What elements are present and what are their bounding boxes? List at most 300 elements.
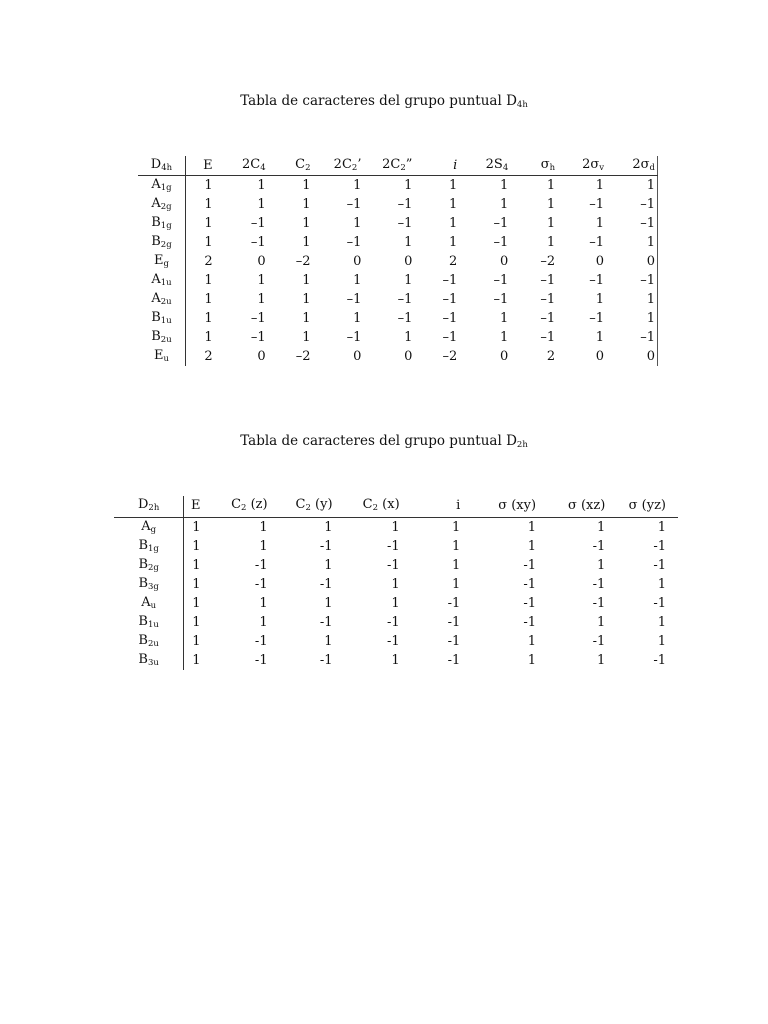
irrep-symbol: B <box>138 633 148 648</box>
character-value: 1 <box>614 176 657 196</box>
character-value: 1 <box>527 520 537 535</box>
operation-symbol: 2C <box>241 157 261 172</box>
character-value: 1 <box>259 520 268 535</box>
character-value: 1 <box>302 292 311 307</box>
character-value: –1 <box>540 311 556 326</box>
character-value: 1 <box>614 309 657 328</box>
operation-header <box>184 496 213 518</box>
character-value: –1 <box>346 197 362 212</box>
operation-symbol: σ (xz) <box>567 498 606 513</box>
operation-header <box>548 496 617 518</box>
d4h-character-table <box>138 156 658 366</box>
character-value: 1 <box>404 330 413 345</box>
irrep-subscript: 1g <box>160 183 172 193</box>
operation-header <box>472 496 548 518</box>
d2h-character-table <box>114 496 678 670</box>
character-value: -1 <box>523 558 537 573</box>
irrep-subscript: 3g <box>148 582 159 592</box>
irrep-label <box>138 290 185 309</box>
irrep-label <box>114 651 184 670</box>
irrep-label <box>138 347 185 366</box>
character-value: -1 <box>447 615 461 630</box>
header-row <box>138 156 658 176</box>
character-value: 1 <box>449 178 458 193</box>
operation-header <box>212 496 279 518</box>
character-value: 1 <box>597 653 606 668</box>
character-value: –1 <box>589 311 605 326</box>
character-value: 1 <box>597 520 606 535</box>
character-value: 2 <box>204 254 213 269</box>
character-value: 1 <box>404 178 413 193</box>
irrep-subscript: 1u <box>160 316 172 326</box>
character-value: 1 <box>302 178 311 193</box>
character-value: 1 <box>449 197 458 212</box>
character-value: 1 <box>324 558 333 573</box>
table2-title-group: D <box>506 433 517 449</box>
table-row <box>138 347 658 366</box>
character-value: 1 <box>192 634 201 649</box>
irrep-subscript: 1g <box>160 221 172 231</box>
operation-symbol: i <box>456 498 461 513</box>
irrep-label <box>114 575 184 594</box>
operation-suffix: ” <box>405 157 413 172</box>
operation-header <box>565 156 614 176</box>
character-value: 0 <box>353 349 362 364</box>
character-value: –1 <box>540 330 556 345</box>
irrep-symbol: A <box>151 196 161 211</box>
character-value: 1 <box>546 178 556 193</box>
character-value: -1 <box>592 634 606 649</box>
table-row <box>138 252 658 271</box>
operation-subscript: 4 <box>502 163 509 173</box>
operation-header <box>320 156 371 176</box>
operation-symbol: D <box>150 157 162 172</box>
character-value: 0 <box>257 254 266 269</box>
irrep-label <box>114 632 184 651</box>
table-row <box>138 271 658 290</box>
character-value: 1 <box>204 216 213 231</box>
irrep-label <box>138 195 185 214</box>
character-value: 1 <box>204 311 213 326</box>
character-value: –1 <box>442 292 458 307</box>
character-value: 1 <box>324 634 333 649</box>
operation-symbol: σ (yz) <box>628 498 666 513</box>
character-value: –2 <box>295 349 311 364</box>
character-value: 1 <box>204 235 213 250</box>
character-value: –1 <box>589 235 605 250</box>
character-value: –1 <box>250 235 266 250</box>
character-value: 1 <box>302 273 311 288</box>
character-value: -1 <box>319 577 333 592</box>
character-value: –1 <box>346 330 362 345</box>
character-value: -1 <box>447 653 461 668</box>
operation-header <box>276 156 321 176</box>
character-value: –1 <box>442 330 458 345</box>
character-value: -1 <box>254 653 268 668</box>
irrep-symbol: B <box>151 215 161 230</box>
operation-symbol: σ (xy) <box>498 498 537 513</box>
character-value: 1 <box>546 235 556 250</box>
character-value: 1 <box>353 178 362 193</box>
irrep-subscript: 2g <box>160 240 172 250</box>
irrep-subscript: 2u <box>160 297 172 307</box>
irrep-symbol: A <box>151 272 161 287</box>
operation-suffix: ’ <box>357 157 362 172</box>
table-row <box>138 328 658 347</box>
character-value: –1 <box>614 195 657 214</box>
operation-subscript: 2 <box>305 163 311 173</box>
character-value: -1 <box>254 634 268 649</box>
character-value: -1 <box>523 577 537 592</box>
character-value: 1 <box>302 311 311 326</box>
irrep-symbol: B <box>138 538 148 553</box>
character-value: 0 <box>404 254 413 269</box>
table-row <box>138 309 658 328</box>
character-value: 0 <box>499 349 509 364</box>
irrep-subscript: 2g <box>148 563 159 573</box>
table2-title-text: Tabla de caracteres del grupo puntual <box>240 433 507 449</box>
character-value: 1 <box>597 558 606 573</box>
character-value: –1 <box>614 214 657 233</box>
operation-subscript: 2 <box>400 163 406 173</box>
irrep-label <box>138 271 185 290</box>
character-value: 1 <box>404 273 413 288</box>
character-value: 1 <box>657 634 666 649</box>
table-row <box>114 613 678 632</box>
character-value: –1 <box>540 273 556 288</box>
character-value: -1 <box>319 539 333 554</box>
operation-subscript: h <box>549 163 556 173</box>
character-value: 0 <box>353 254 362 269</box>
irrep-label <box>114 556 184 575</box>
character-value: 1 <box>527 653 537 668</box>
character-value: 1 <box>302 216 311 231</box>
irrep-symbol: A <box>151 177 161 192</box>
character-value: -1 <box>319 653 333 668</box>
character-value: 0 <box>499 254 509 269</box>
character-value: 1 <box>614 290 657 309</box>
operation-symbol: i <box>453 158 458 173</box>
operation-symbol: C <box>295 157 306 172</box>
character-value: 1 <box>451 577 461 592</box>
character-value: 1 <box>259 596 268 611</box>
character-value: 0 <box>595 349 605 364</box>
character-value: 1 <box>353 216 362 231</box>
character-value: 1 <box>192 577 201 592</box>
irrep-symbol: B <box>151 329 161 344</box>
character-value: 1 <box>404 235 413 250</box>
irrep-symbol: A <box>151 291 161 306</box>
character-value: 1 <box>499 197 509 212</box>
character-value: -1 <box>319 615 333 630</box>
group-label-cell <box>114 496 184 518</box>
character-value: 2 <box>449 254 458 269</box>
character-value: –1 <box>614 271 657 290</box>
irrep-subscript: 1u <box>147 620 159 630</box>
character-value: -1 <box>523 615 537 630</box>
operation-symbol: 2S <box>485 157 503 172</box>
operation-symbol: 2σ <box>632 157 650 172</box>
irrep-subscript: 2u <box>160 335 172 345</box>
character-value: –1 <box>493 292 509 307</box>
character-value: 1 <box>204 273 213 288</box>
irrep-label <box>138 233 185 252</box>
irrep-subscript: u <box>150 601 157 611</box>
irrep-label <box>114 613 184 632</box>
irrep-label <box>138 176 185 196</box>
character-value: -1 <box>592 539 606 554</box>
irrep-symbol: B <box>138 614 148 629</box>
character-value: 1 <box>499 311 509 326</box>
character-value: –1 <box>493 216 509 231</box>
table-row <box>114 537 678 556</box>
character-value: –1 <box>346 235 362 250</box>
table-row <box>138 214 658 233</box>
table-row <box>114 575 678 594</box>
irrep-subscript: u <box>163 354 169 364</box>
character-value: 1 <box>204 178 213 193</box>
character-value: 2 <box>546 349 556 364</box>
character-value: –1 <box>589 273 605 288</box>
character-value: –1 <box>540 292 556 307</box>
character-value: 0 <box>614 252 657 271</box>
operation-symbol: C <box>295 497 306 512</box>
character-value: –1 <box>250 216 266 231</box>
character-value: 1 <box>257 292 266 307</box>
character-value: –1 <box>589 197 605 212</box>
irrep-label <box>114 537 184 556</box>
operation-header <box>412 496 473 518</box>
character-value: 1 <box>192 558 201 573</box>
character-value: -1 <box>653 539 666 554</box>
irrep-symbol: E <box>153 253 164 268</box>
irrep-label <box>138 214 185 233</box>
operation-subscript: 2 <box>351 163 358 173</box>
character-value: –1 <box>346 292 362 307</box>
operation-header <box>617 496 678 518</box>
irrep-subscript: 1g <box>148 544 159 554</box>
irrep-label <box>114 594 184 613</box>
table-row <box>114 518 678 538</box>
character-value: –1 <box>397 197 413 212</box>
character-value: 1 <box>451 520 461 535</box>
character-value: 1 <box>595 292 605 307</box>
irrep-symbol: B <box>151 310 161 325</box>
operation-subscript: 2 <box>372 503 379 513</box>
character-value: -1 <box>653 596 666 611</box>
operation-subscript: 2h <box>148 503 160 513</box>
operation-header <box>467 156 518 176</box>
character-value: -1 <box>447 634 461 649</box>
character-value: -1 <box>386 615 400 630</box>
character-value: 1 <box>259 615 268 630</box>
irrep-symbol: A <box>141 595 151 610</box>
character-value: 1 <box>353 311 362 326</box>
irrep-symbol: B <box>138 652 148 667</box>
character-value: 1 <box>302 235 311 250</box>
irrep-symbol: A <box>141 519 151 534</box>
character-value: –2 <box>295 254 311 269</box>
character-value: -1 <box>592 577 606 592</box>
irrep-subscript: 2u <box>147 639 159 649</box>
character-value: 1 <box>204 292 213 307</box>
character-value: –1 <box>493 235 509 250</box>
character-value: -1 <box>653 653 666 668</box>
operation-header <box>518 156 565 176</box>
character-value: 1 <box>302 197 311 212</box>
character-value: 1 <box>324 520 333 535</box>
character-value: –2 <box>540 254 556 269</box>
character-value: 1 <box>527 539 537 554</box>
character-value: 1 <box>257 273 266 288</box>
irrep-label <box>114 518 184 538</box>
character-value: 1 <box>391 596 400 611</box>
character-value: –1 <box>442 311 458 326</box>
operation-header <box>280 496 345 518</box>
operation-subscript: 4 <box>260 163 266 173</box>
operation-symbol: σ <box>540 157 550 172</box>
character-value: –1 <box>397 292 413 307</box>
irrep-symbol: B <box>138 557 148 572</box>
operation-symbol: C <box>231 497 242 512</box>
character-value: 1 <box>192 539 201 554</box>
operation-header <box>223 156 276 176</box>
operation-symbol: 2σ <box>582 157 600 172</box>
character-value: -1 <box>254 558 268 573</box>
table-row <box>138 176 658 196</box>
character-value: 1 <box>657 615 666 630</box>
header-row <box>114 496 678 518</box>
character-value: -1 <box>386 539 400 554</box>
character-value: -1 <box>592 596 606 611</box>
irrep-subscript: 2g <box>160 202 172 212</box>
character-value: 0 <box>257 349 266 364</box>
operation-symbol: 2C <box>333 157 352 172</box>
character-value: 1 <box>257 178 266 193</box>
character-value: 2 <box>204 349 213 364</box>
character-value: 1 <box>657 520 666 535</box>
character-value: 1 <box>391 577 400 592</box>
character-value: 1 <box>449 216 458 231</box>
operation-symbol: D <box>137 497 149 512</box>
character-value: 1 <box>391 653 400 668</box>
irrep-symbol: B <box>138 576 148 591</box>
character-value: -1 <box>254 577 268 592</box>
character-value: 0 <box>404 349 413 364</box>
character-value: 1 <box>595 216 605 231</box>
table-row <box>138 195 658 214</box>
character-value: 1 <box>546 197 556 212</box>
operation-symbol: 2C <box>382 157 401 172</box>
operation-subscript: 4h <box>161 163 173 173</box>
operation-suffix: (z) <box>246 497 268 512</box>
character-value: 1 <box>257 197 266 212</box>
character-value: –1 <box>442 273 458 288</box>
d4h-table-body <box>138 156 658 366</box>
irrep-label <box>138 328 185 347</box>
character-value: 1 <box>391 520 400 535</box>
character-value: 1 <box>204 330 213 345</box>
operation-subscript: v <box>599 163 605 173</box>
character-value: –1 <box>493 273 509 288</box>
character-value: 1 <box>597 615 606 630</box>
table1-title-text: Tabla de caracteres del grupo puntual <box>240 93 507 109</box>
table-row <box>138 290 658 309</box>
character-value: –2 <box>442 349 458 364</box>
irrep-subscript: g <box>163 259 169 269</box>
character-value: 0 <box>595 254 605 269</box>
character-value: 1 <box>192 653 201 668</box>
character-value: 1 <box>527 634 537 649</box>
table1-title-group-sub: 4h <box>516 100 528 110</box>
character-value: -1 <box>386 634 400 649</box>
character-value: 1 <box>324 596 333 611</box>
operation-header <box>185 156 222 176</box>
character-value: -1 <box>447 596 461 611</box>
operation-symbol: C <box>362 497 373 512</box>
character-value: 1 <box>614 233 657 252</box>
character-value: 1 <box>204 197 213 212</box>
irrep-label <box>138 252 185 271</box>
character-value: 1 <box>657 577 666 592</box>
character-value: 1 <box>353 273 362 288</box>
character-value: 1 <box>451 558 461 573</box>
table2-title-group-sub: 2h <box>516 440 528 450</box>
character-value: 1 <box>192 615 201 630</box>
character-value: 1 <box>192 596 201 611</box>
character-value: 0 <box>614 347 657 366</box>
operation-header <box>371 156 422 176</box>
operation-symbol: E <box>190 498 201 513</box>
character-value: 1 <box>595 178 605 193</box>
d2h-table-body <box>114 496 678 670</box>
irrep-symbol: E <box>153 348 164 363</box>
character-value: -1 <box>653 558 666 573</box>
character-value: –1 <box>250 311 266 326</box>
irrep-subscript: 1u <box>160 278 172 288</box>
irrep-subscript: 3u <box>147 658 159 668</box>
table-row <box>114 556 678 575</box>
character-value: –1 <box>397 216 413 231</box>
operation-symbol: E <box>203 158 213 173</box>
irrep-subscript: g <box>150 525 157 535</box>
table1-title <box>0 93 768 109</box>
irrep-label <box>138 309 185 328</box>
operation-suffix: (y) <box>310 497 333 512</box>
table-row <box>138 233 658 252</box>
operation-subscript: 2 <box>241 503 247 513</box>
character-value: 1 <box>259 539 268 554</box>
operation-header <box>422 156 467 176</box>
operation-header <box>345 496 412 518</box>
character-value: 1 <box>192 520 201 535</box>
character-value: 1 <box>451 539 461 554</box>
character-value: –1 <box>397 311 413 326</box>
character-value: 1 <box>595 330 605 345</box>
group-label-cell <box>138 156 185 176</box>
character-value: 1 <box>499 330 509 345</box>
character-value: 1 <box>302 330 311 345</box>
character-value: 1 <box>546 216 556 231</box>
table1-title-group: D <box>506 93 517 109</box>
character-value: -1 <box>523 596 537 611</box>
operation-header <box>614 156 657 176</box>
character-value: -1 <box>386 558 400 573</box>
character-value: 1 <box>449 235 458 250</box>
table-row <box>114 632 678 651</box>
table-row <box>114 594 678 613</box>
character-value: 1 <box>499 178 509 193</box>
